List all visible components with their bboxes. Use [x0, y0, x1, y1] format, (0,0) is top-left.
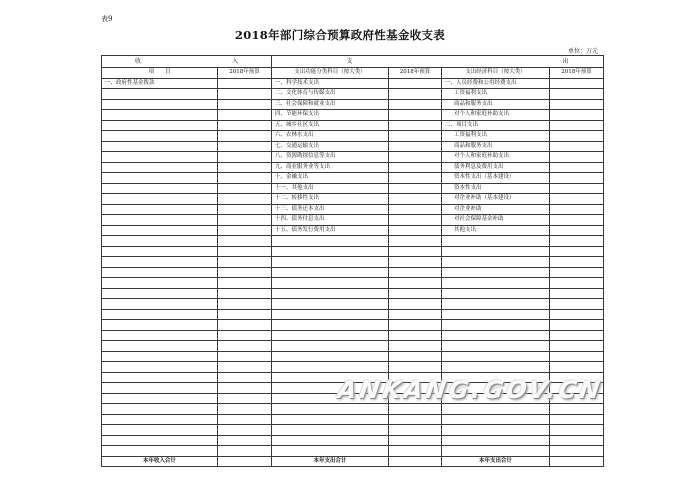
income-budget-cell — [218, 278, 272, 289]
table-row — [102, 89, 604, 100]
income-budget-cell — [218, 257, 272, 268]
economic-item-cell — [442, 404, 550, 415]
table-row — [102, 236, 604, 247]
economic-item-cell — [442, 278, 550, 289]
income-item-cell — [102, 435, 218, 446]
function-item-cell — [272, 351, 389, 362]
function-item-cell — [272, 246, 389, 257]
function-item-cell: 十五、债务发行费用支出 — [272, 225, 389, 236]
income-item-cell — [102, 257, 218, 268]
income-budget-cell — [218, 236, 272, 247]
function-item-cell — [272, 236, 389, 247]
column-header-row — [102, 68, 604, 79]
income-budget-cell — [218, 435, 272, 446]
table-row — [102, 99, 604, 110]
function-item-cell: 十三、债务还本支出 — [272, 204, 389, 215]
economic-budget-cell — [550, 120, 604, 131]
economic-item-cell: 一、人员经费和公用经费支出 — [442, 78, 550, 89]
economic-budget-cell — [550, 404, 604, 415]
income-budget-cell — [218, 183, 272, 194]
table-row — [102, 288, 604, 299]
economic-budget-cell — [550, 173, 604, 184]
economic-budget-cell — [550, 152, 604, 163]
economic-budget-cell — [550, 225, 604, 236]
income-item-cell — [102, 351, 218, 362]
function-budget-cell — [389, 204, 442, 215]
income-budget-cell — [218, 141, 272, 152]
income-item-cell — [102, 204, 218, 215]
economic-item-cell — [442, 236, 550, 247]
economic-budget-cell — [550, 267, 604, 278]
economic-item-cell — [442, 435, 550, 446]
economic-budget-cell — [550, 204, 604, 215]
function-item-cell: 七、交通运输支出 — [272, 141, 389, 152]
function-item-cell — [272, 404, 389, 415]
income-item-cell — [102, 99, 218, 110]
income-budget-cell — [218, 78, 272, 89]
economic-item-cell — [442, 320, 550, 331]
income-total-value — [218, 456, 272, 467]
function-budget-cell — [389, 425, 442, 436]
group-header-row — [102, 56, 604, 68]
table-row — [102, 404, 604, 415]
col-header-economic-budget: 2018年预算 — [550, 68, 604, 79]
function-budget-cell — [389, 194, 442, 205]
expense-group-char-2: 出 — [562, 58, 569, 65]
function-budget-cell — [389, 299, 442, 310]
income-item-cell — [102, 141, 218, 152]
income-budget-cell — [218, 351, 272, 362]
function-item-cell: 十四、债务付息支出 — [272, 215, 389, 226]
site-watermark: ANKANG.GOV.CN — [336, 376, 605, 404]
economic-budget-cell — [550, 446, 604, 457]
function-item-cell: 六、农林水支出 — [272, 131, 389, 142]
economic-budget-cell — [550, 288, 604, 299]
function-budget-cell — [389, 141, 442, 152]
economic-item-cell: 资本性支出 — [442, 183, 550, 194]
table-row — [102, 78, 604, 89]
economic-item-cell — [442, 414, 550, 425]
table-row — [102, 446, 604, 457]
income-budget-cell — [218, 393, 272, 404]
income-item-cell — [102, 446, 218, 457]
unit-label: 单位：万元 — [568, 48, 599, 55]
table-row — [102, 194, 604, 205]
income-budget-cell — [218, 383, 272, 394]
table-row — [102, 152, 604, 163]
table-row — [102, 320, 604, 331]
economic-budget-cell — [550, 194, 604, 205]
economic-budget-cell — [550, 425, 604, 436]
function-item-cell: 十二、转移性支出 — [272, 194, 389, 205]
income-item-cell: 一、政府性基金拨款 — [102, 78, 218, 89]
function-item-cell: 四、节能环保支出 — [272, 110, 389, 121]
economic-budget-cell — [550, 99, 604, 110]
function-item-cell — [272, 425, 389, 436]
function-item-cell — [272, 446, 389, 457]
income-budget-cell — [218, 246, 272, 257]
table-row — [102, 131, 604, 142]
economic-budget-cell — [550, 330, 604, 341]
function-total-label: 本年支出合计 — [272, 456, 389, 467]
expense-group-char-1: 支 — [346, 58, 353, 65]
function-budget-cell — [389, 99, 442, 110]
economic-item-cell — [442, 246, 550, 257]
function-item-cell: 二、文化体育与传媒支出 — [272, 89, 389, 100]
income-total-label: 本年收入合计 — [102, 456, 218, 467]
function-item-cell — [272, 278, 389, 289]
table-row — [102, 204, 604, 215]
function-item-cell — [272, 435, 389, 446]
function-budget-cell — [389, 183, 442, 194]
economic-budget-cell — [550, 351, 604, 362]
table-row — [102, 173, 604, 184]
income-item-cell — [102, 131, 218, 142]
economic-item-cell: 对社会保障基金补助 — [442, 215, 550, 226]
income-item-cell — [102, 89, 218, 100]
function-budget-cell — [389, 120, 442, 131]
function-budget-cell — [389, 278, 442, 289]
function-budget-cell — [389, 351, 442, 362]
economic-item-cell — [442, 330, 550, 341]
function-item-cell: 八、资源勘探信息等支出 — [272, 152, 389, 163]
col-header-income-budget: 2018年预算 — [218, 68, 272, 79]
function-item-cell — [272, 309, 389, 320]
col-header-economic-category: 支出经济科目（按大类） — [442, 68, 550, 79]
function-budget-cell — [389, 414, 442, 425]
economic-item-cell: 其他支出 — [442, 225, 550, 236]
table-row — [102, 309, 604, 320]
economic-budget-cell — [550, 309, 604, 320]
function-budget-cell — [389, 257, 442, 268]
function-budget-cell — [389, 309, 442, 320]
table-row — [102, 257, 604, 268]
budget-table — [101, 55, 604, 467]
function-item-cell: 五、城乡社区支出 — [272, 120, 389, 131]
function-item-cell — [272, 330, 389, 341]
income-item-cell — [102, 425, 218, 436]
economic-budget-cell — [550, 257, 604, 268]
table-id: 表9 — [101, 15, 113, 23]
col-header-function-category: 支出功能分类科目（按大类） — [272, 68, 389, 79]
income-item-cell — [102, 341, 218, 352]
income-budget-cell — [218, 341, 272, 352]
function-item-cell — [272, 414, 389, 425]
economic-item-cell — [442, 341, 550, 352]
income-budget-cell — [218, 299, 272, 310]
income-item-cell — [102, 278, 218, 289]
income-item-cell — [102, 183, 218, 194]
economic-item-cell — [442, 309, 550, 320]
income-budget-cell — [218, 110, 272, 121]
economic-item-cell — [442, 257, 550, 268]
table-row — [102, 425, 604, 436]
economic-budget-cell — [550, 362, 604, 373]
income-item-cell — [102, 152, 218, 163]
income-item-cell — [102, 215, 218, 226]
income-budget-cell — [218, 425, 272, 436]
income-budget-cell — [218, 330, 272, 341]
income-budget-cell — [218, 446, 272, 457]
function-budget-cell — [389, 110, 442, 121]
table-row — [102, 299, 604, 310]
function-budget-cell — [389, 320, 442, 331]
income-item-cell — [102, 225, 218, 236]
table-row — [102, 330, 604, 341]
economic-budget-cell — [550, 299, 604, 310]
income-group-header — [102, 56, 272, 68]
income-budget-cell — [218, 173, 272, 184]
table-row — [102, 341, 604, 352]
income-item-cell — [102, 173, 218, 184]
function-item-cell: 三、社会保障和就业支出 — [272, 99, 389, 110]
income-budget-cell — [218, 215, 272, 226]
function-budget-cell — [389, 173, 442, 184]
income-budget-cell — [218, 309, 272, 320]
function-item-cell: 九、商业服务业等支出 — [272, 162, 389, 173]
table-row — [102, 435, 604, 446]
economic-budget-cell — [550, 435, 604, 446]
col-header-function-budget: 2018年预算 — [389, 68, 442, 79]
income-item-cell — [102, 194, 218, 205]
function-budget-cell — [389, 341, 442, 352]
income-budget-cell — [218, 320, 272, 331]
function-item-cell — [272, 341, 389, 352]
income-item-cell — [102, 267, 218, 278]
economic-item-cell: 债务利息及费用支出 — [442, 162, 550, 173]
income-item-cell — [102, 404, 218, 415]
economic-total-value — [550, 456, 604, 467]
economic-item-cell: 二、项目支出 — [442, 120, 550, 131]
table-row — [102, 120, 604, 131]
function-budget-cell — [389, 78, 442, 89]
income-budget-cell — [218, 152, 272, 163]
economic-budget-cell — [550, 183, 604, 194]
economic-budget-cell — [550, 236, 604, 247]
income-item-cell — [102, 162, 218, 173]
economic-item-cell: 资本性支出（基本建设） — [442, 173, 550, 184]
economic-item-cell — [442, 351, 550, 362]
income-budget-cell — [218, 288, 272, 299]
income-budget-cell — [218, 89, 272, 100]
table-row — [102, 246, 604, 257]
economic-item-cell: 工资福利支出 — [442, 89, 550, 100]
expense-group-header — [272, 56, 604, 68]
function-budget-cell — [389, 131, 442, 142]
economic-budget-cell — [550, 414, 604, 425]
table-row — [102, 162, 604, 173]
income-budget-cell — [218, 372, 272, 383]
economic-budget-cell — [550, 89, 604, 100]
function-budget-cell — [389, 215, 442, 226]
income-budget-cell — [218, 225, 272, 236]
economic-budget-cell — [550, 78, 604, 89]
function-total-value — [389, 456, 442, 467]
function-item-cell: 十、金融支出 — [272, 173, 389, 184]
function-budget-cell — [389, 236, 442, 247]
economic-item-cell — [442, 425, 550, 436]
economic-budget-cell — [550, 246, 604, 257]
function-item-cell — [272, 320, 389, 331]
income-budget-cell — [218, 267, 272, 278]
economic-item-cell: 工资福利支出 — [442, 131, 550, 142]
table-row — [102, 278, 604, 289]
table-row — [102, 351, 604, 362]
function-budget-cell — [389, 246, 442, 257]
function-item-cell — [272, 299, 389, 310]
income-item-cell — [102, 236, 218, 247]
income-item-cell — [102, 110, 218, 121]
income-item-cell — [102, 362, 218, 373]
function-budget-cell — [389, 362, 442, 373]
function-budget-cell — [389, 162, 442, 173]
page-title: 2018年部门综合预算政府性基金收支表 — [234, 28, 446, 42]
function-budget-cell — [389, 288, 442, 299]
table-row — [102, 141, 604, 152]
economic-item-cell — [442, 288, 550, 299]
income-budget-cell — [218, 362, 272, 373]
economic-budget-cell — [550, 278, 604, 289]
economic-total-label: 本年支出合计 — [442, 456, 550, 467]
economic-budget-cell — [550, 131, 604, 142]
function-budget-cell — [389, 446, 442, 457]
table-row — [102, 267, 604, 278]
economic-budget-cell — [550, 162, 604, 173]
income-item-cell — [102, 120, 218, 131]
function-item-cell — [272, 362, 389, 373]
income-item-cell — [102, 246, 218, 257]
function-budget-cell — [389, 89, 442, 100]
function-item-cell: 十一、其他支出 — [272, 183, 389, 194]
totals-row — [102, 456, 604, 467]
income-budget-cell — [218, 404, 272, 415]
function-item-cell — [272, 267, 389, 278]
income-budget-cell — [218, 194, 272, 205]
table-row — [102, 110, 604, 121]
income-group-char-2: 入 — [231, 58, 238, 65]
function-budget-cell — [389, 404, 442, 415]
income-group-char-1: 收 — [135, 58, 142, 65]
function-item-cell — [272, 288, 389, 299]
economic-budget-cell — [550, 215, 604, 226]
function-budget-cell — [389, 152, 442, 163]
table-row — [102, 362, 604, 373]
income-budget-cell — [218, 162, 272, 173]
income-item-cell — [102, 414, 218, 425]
income-budget-cell — [218, 131, 272, 142]
economic-item-cell: 对企业补助（基本建设） — [442, 194, 550, 205]
function-budget-cell — [389, 435, 442, 446]
income-item-cell — [102, 309, 218, 320]
economic-item-cell — [442, 362, 550, 373]
income-item-cell — [102, 299, 218, 310]
economic-budget-cell — [550, 141, 604, 152]
income-item-cell — [102, 330, 218, 341]
income-item-cell — [102, 393, 218, 404]
table-row — [102, 225, 604, 236]
col-header-item: 项 目 — [102, 68, 218, 79]
economic-item-cell — [442, 299, 550, 310]
table-row — [102, 215, 604, 226]
income-item-cell — [102, 372, 218, 383]
function-budget-cell — [389, 330, 442, 341]
economic-budget-cell — [550, 320, 604, 331]
table-row — [102, 183, 604, 194]
function-budget-cell — [389, 267, 442, 278]
economic-item-cell — [442, 267, 550, 278]
income-budget-cell — [218, 120, 272, 131]
income-item-cell — [102, 320, 218, 331]
income-budget-cell — [218, 414, 272, 425]
economic-item-cell: 商品和服务支出 — [442, 141, 550, 152]
function-item-cell — [272, 257, 389, 268]
economic-budget-cell — [550, 110, 604, 121]
economic-item-cell — [442, 446, 550, 457]
income-budget-cell — [218, 204, 272, 215]
income-budget-cell — [218, 99, 272, 110]
economic-budget-cell — [550, 341, 604, 352]
income-item-cell — [102, 383, 218, 394]
function-budget-cell — [389, 225, 442, 236]
function-item-cell: 一、科学技术支出 — [272, 78, 389, 89]
economic-item-cell: 对个人和家庭补助支出 — [442, 152, 550, 163]
economic-item-cell: 对企业补助 — [442, 204, 550, 215]
income-item-cell — [102, 288, 218, 299]
economic-item-cell: 商品和服务支出 — [442, 99, 550, 110]
economic-item-cell: 对个人和家庭补助支出 — [442, 110, 550, 121]
table-row — [102, 414, 604, 425]
